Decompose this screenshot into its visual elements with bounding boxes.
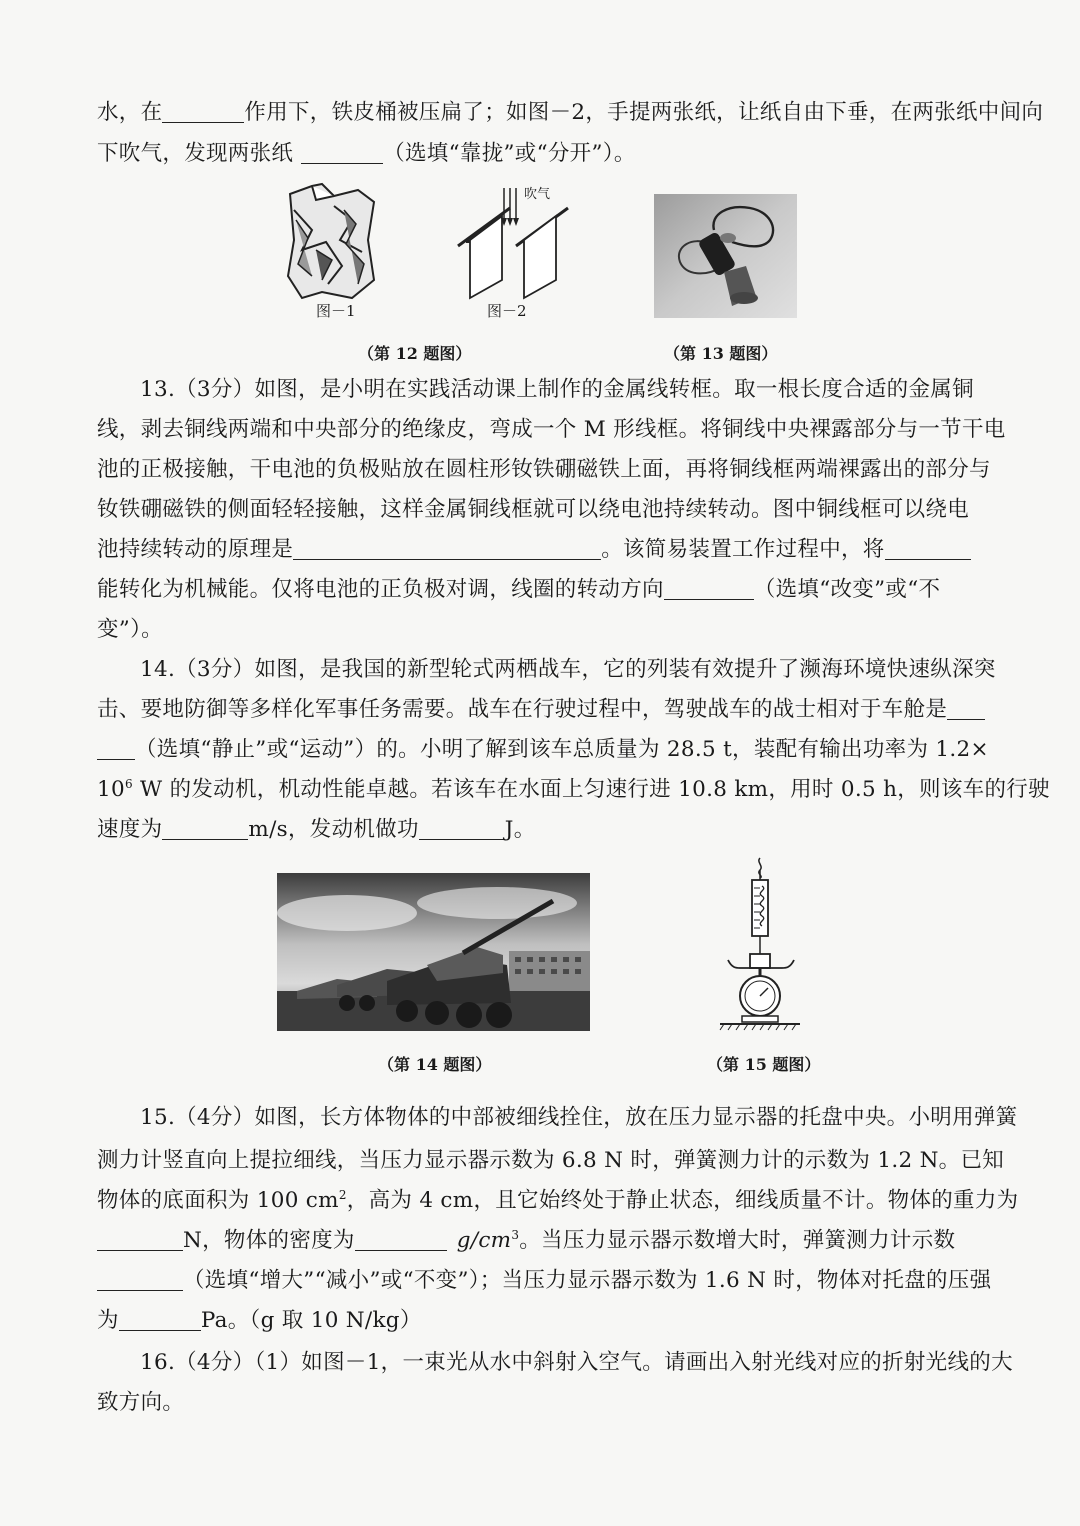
answer-blank[interactable] — [664, 577, 754, 600]
q15-line1: 15.（4分）如图，长方体物体的中部被细线拴住，放在压力显示器的托盘中央。小明用弹簧 — [140, 1105, 1018, 1130]
answer-blank[interactable] — [162, 100, 244, 123]
amphibious-vehicle-photo — [277, 873, 590, 1031]
answer-blank[interactable] — [97, 1268, 183, 1291]
answer-blank[interactable] — [885, 537, 971, 560]
q14-line1: 14.（3分）如图，是我国的新型轮式两栖战车，它的列装有效提升了濒海环境快速纵深突 — [140, 657, 996, 682]
q15-line5: （选填“增大”“减小”或“不变”）；当压力显示器示数为 1.6 N 时，物体对托盘的压强 — [97, 1266, 983, 1296]
fig15-caption: （第 15 题图） — [707, 1055, 821, 1074]
q16-line1: 16.（4分）（1）如图－1，一束光从水中斜射入空气。请画出入射光线对应的折射光线的大 — [140, 1350, 1013, 1375]
q14-line2: 击、要地防御等多样化军事任务需要。战车在行驶过程中，驾驶战车的战士相对于车舱是 — [97, 695, 983, 725]
q13-line7: 变”）。 — [97, 617, 163, 642]
q13-line6: 能转化为机械能。仅将电池的正负极对调，线圈的转动方向 （选填“改变”或“不 — [97, 577, 941, 602]
fig14-caption: （第 14 题图） — [378, 1055, 492, 1074]
q15-line6: 为 Pa。（g 取 10 N/kg） — [97, 1308, 422, 1333]
fig12-caption: （第 12 题图） — [358, 344, 472, 363]
q16-line2: 致方向。 — [97, 1390, 185, 1415]
q13-line3: 池的正极接触，干电池的负极贴放在圆柱形钕铁硼磁铁上面，再将铜线框两端裸露出的部分与 — [97, 457, 991, 482]
answer-blank[interactable] — [419, 817, 505, 840]
q15-line4: N，物体的密度为 $g/cm^3$。当压力显示器示数增大时，弹簧测力计示数 — [97, 1226, 983, 1256]
answer-blank[interactable] — [119, 1308, 201, 1331]
fig13-caption: （第 13 题图） — [664, 344, 778, 363]
q13-line5: 池持续转动的原理是 。该简易装置工作过程中，将 — [97, 535, 983, 565]
q12-line2: 下吹气，发现两张纸 （选填“靠拢”或“分开”）。 — [97, 141, 636, 166]
answer-blank[interactable] — [947, 697, 985, 720]
answer-blank[interactable] — [355, 1228, 447, 1251]
two-papers-figure — [452, 180, 582, 300]
q13-line2: 线，剥去铜线两端和中央部分的绝缘皮，弯成一个 M 形线框。将铜线中央裸露部分与一节干电 — [97, 417, 1006, 442]
q14-line3: （选填“静止”或“运动”）的。小明了解到该车总质量为 28.5 t，装配有输出功率为 1.2× — [97, 735, 983, 765]
spring-scale-pressure-figure — [716, 856, 808, 1032]
q13-line1: 13.（3分）如图，是小明在实践活动课上制作的金属线转框。取一根长度合适的金属铜 — [140, 377, 974, 402]
answer-blank[interactable] — [301, 141, 383, 164]
answer-blank[interactable] — [97, 1228, 183, 1251]
fig1-label: 图－1 — [316, 302, 356, 320]
answer-blank[interactable] — [97, 737, 135, 760]
fig2-label: 图－2 — [487, 302, 527, 320]
answer-blank[interactable] — [293, 537, 601, 560]
q14-line4: $10^6$ W 的发动机，机动性能卓越。若该车在水面上匀速行进 10.8 km，用时 0.5 h，则该车的行驶 — [97, 776, 1050, 802]
homopolar-motor-photo — [654, 194, 797, 318]
q15-line3: 物体的底面积为 100 $cm^2$，高为 4 cm，且它始终处于静止状态，细线质量不计。物体的重力为 — [97, 1187, 1019, 1213]
q15-line2: 测力计竖直向上提拉细线，当压力显示器示数为 6.8 N 时，弹簧测力计的示数为 1.2 N。已知 — [97, 1148, 1005, 1173]
answer-blank[interactable] — [162, 817, 248, 840]
q12-line1: 水，在 作用下，铁皮桶被压扁了；如图－2，手提两张纸，让纸自由下垂，在两张纸中间向 — [97, 100, 1044, 125]
crushed-can-figure — [282, 180, 382, 300]
q14-line5: 速度为 m/s，发动机做功 J。 — [97, 817, 536, 842]
q13-line4: 钕铁硼磁铁的侧面轻轻接触，这样金属铜线框就可以绕电池持续转动。图中铜线框可以绕电 — [97, 497, 970, 522]
blow-label: 吹气 — [524, 187, 551, 202]
